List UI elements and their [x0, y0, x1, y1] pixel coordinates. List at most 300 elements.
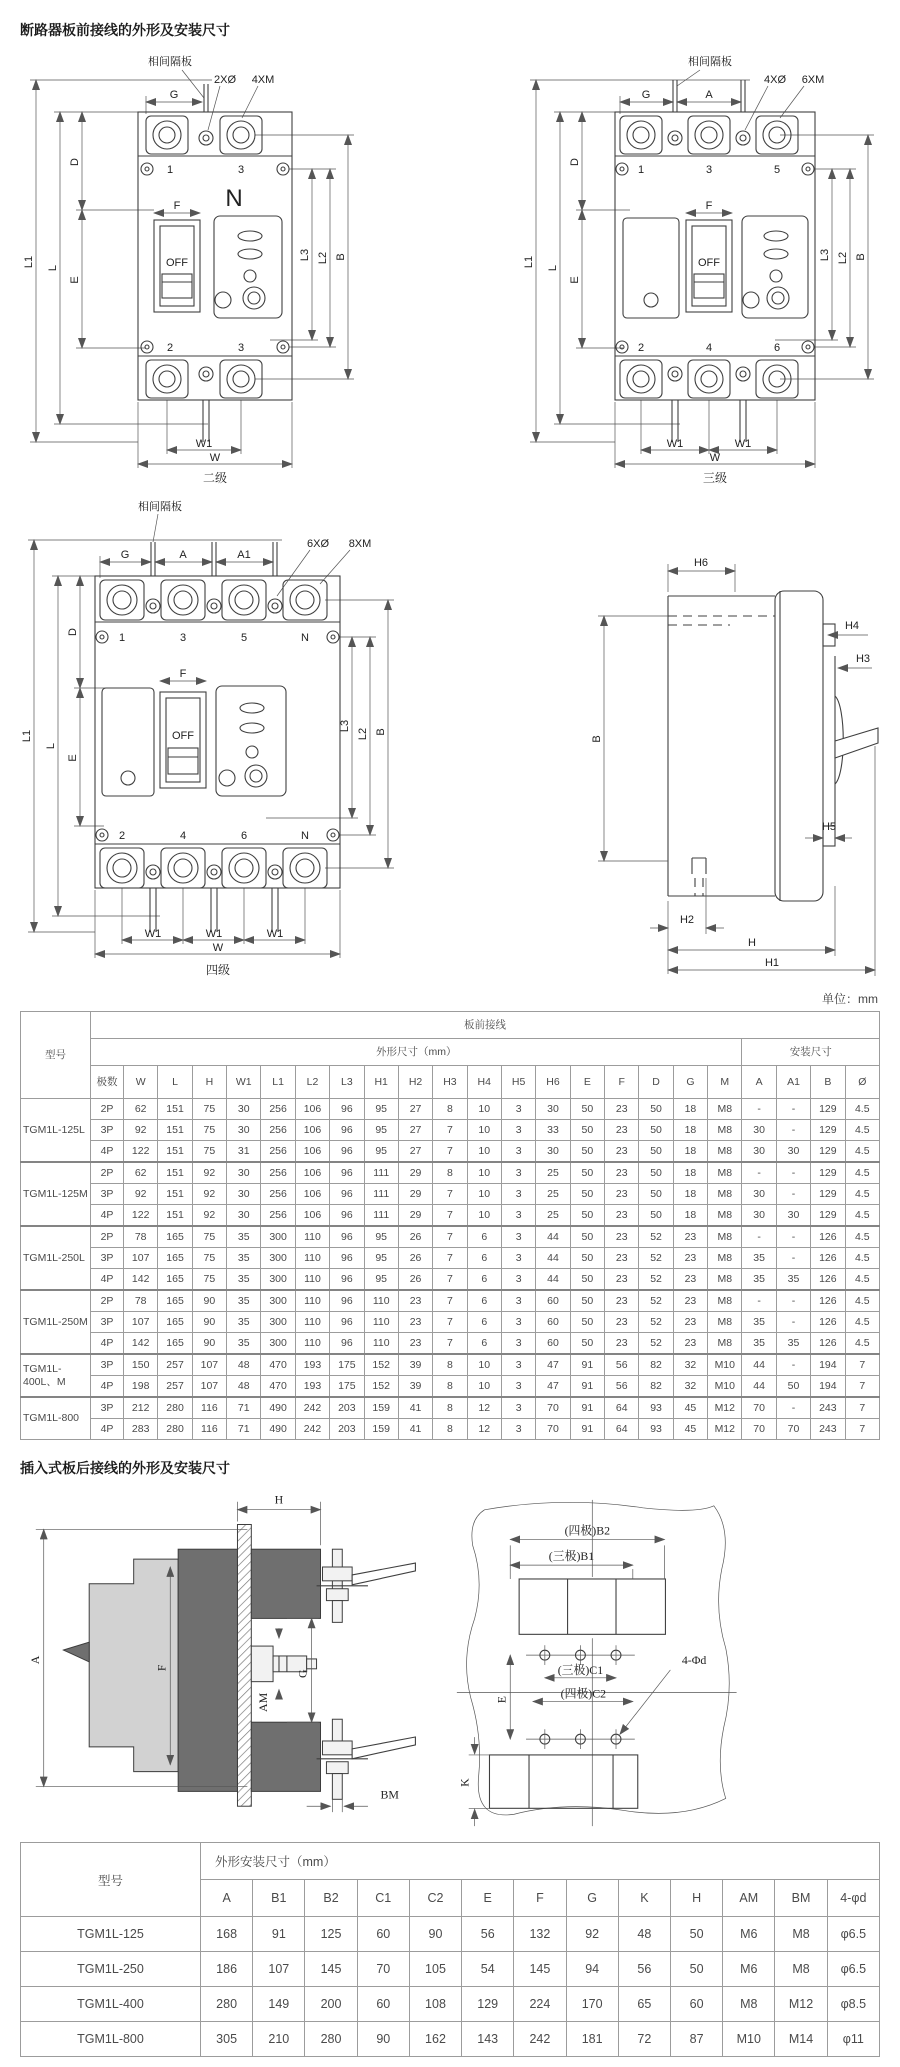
table-cell: 283 [124, 1419, 158, 1440]
table-cell: 8 [433, 1099, 467, 1120]
table-cell: 18 [673, 1141, 707, 1163]
table-cell: 256 [261, 1184, 295, 1205]
table-cell: 280 [158, 1419, 192, 1440]
breaker-front-4pole-drawing [20, 496, 395, 986]
table-cell: 10 [467, 1099, 501, 1120]
table-cell: 39 [398, 1354, 432, 1376]
table-cell: M14 [775, 2022, 827, 2057]
terminal-6: 6 [773, 342, 781, 354]
table-cell: 142 [124, 1269, 158, 1291]
table-cell: 165 [158, 1290, 192, 1312]
table-cell: φ11 [827, 2022, 879, 2057]
section1-title: 断路器板前接线的外形及安装尺寸 [20, 22, 230, 38]
partition-label: 相间隔板 [138, 501, 182, 513]
table-cell: 193 [295, 1376, 329, 1398]
table-cell: 50 [639, 1141, 673, 1163]
table-cell: M8 [775, 1917, 827, 1952]
column-header: W [124, 1066, 158, 1099]
table-cell: 300 [261, 1226, 295, 1248]
table-cell: 23 [605, 1312, 639, 1333]
table-cell: 29 [398, 1205, 432, 1227]
table-cell: M8 [708, 1099, 742, 1120]
table-row [21, 1376, 880, 1398]
table-cell: 56 [605, 1354, 639, 1376]
table-cell: 50 [639, 1099, 673, 1120]
breaker-body [138, 84, 292, 442]
model-cell: TGM1L-400L、M [21, 1354, 91, 1397]
table-cell: 35 [742, 1248, 776, 1269]
table-cell: 126 [811, 1226, 845, 1248]
table-cell: 23 [673, 1226, 707, 1248]
breaker-body [95, 542, 340, 932]
table-header-row [21, 1843, 880, 1880]
table-cell: 60 [536, 1290, 570, 1312]
table-cell: 110 [295, 1226, 329, 1248]
table-cell: 7 [433, 1248, 467, 1269]
table-cell: 7 [845, 1376, 879, 1398]
table-cell: 3 [501, 1397, 535, 1419]
table-cell: 129 [462, 1987, 514, 2022]
dim-g: G [120, 549, 130, 561]
caption-3pole: 三级 [702, 471, 728, 485]
table-cell: 6 [467, 1269, 501, 1291]
table-cell: 44 [742, 1376, 776, 1398]
table-cell: 6 [467, 1333, 501, 1355]
table-cell: 256 [261, 1120, 295, 1141]
table-cell: 3 [501, 1419, 535, 1440]
table-cell: 256 [261, 1162, 295, 1184]
dim-l: L [47, 264, 59, 272]
dim-g: G [169, 89, 179, 101]
table-cell: - [776, 1248, 810, 1269]
table-cell: 27 [398, 1120, 432, 1141]
table-cell: 8 [433, 1376, 467, 1398]
table-row [21, 1162, 880, 1184]
table-cell: 4.5 [845, 1290, 879, 1312]
table-cell: 47 [536, 1354, 570, 1376]
table-cell: M10 [708, 1376, 742, 1398]
table-cell: 95 [364, 1269, 398, 1291]
table-cell: 106 [295, 1184, 329, 1205]
table-cell: 87 [670, 2022, 722, 2057]
table-cell: 18 [673, 1162, 707, 1184]
table-cell: M8 [723, 1987, 775, 2022]
table-cell: φ6.5 [827, 1952, 879, 1987]
table-cell: M12 [775, 1987, 827, 2022]
table-cell: 52 [639, 1312, 673, 1333]
table-cell: 193 [295, 1354, 329, 1376]
front-wiring-drawings-row1 [20, 50, 880, 490]
table-cell: 18 [673, 1120, 707, 1141]
table-cell: 3 [501, 1162, 535, 1184]
table-cell: 44 [536, 1269, 570, 1291]
table-cell: - [776, 1397, 810, 1419]
dim-f: F [705, 200, 713, 212]
table-cell: 151 [158, 1205, 192, 1227]
table-row [21, 1312, 880, 1333]
column-header: B1 [253, 1880, 305, 1917]
table-cell: 3 [501, 1099, 535, 1120]
table-cell: 52 [639, 1269, 673, 1291]
terminal-n: N [301, 632, 309, 644]
terminal-1: 1 [118, 632, 126, 644]
table-cell: - [776, 1312, 810, 1333]
table-cell: 129 [811, 1141, 845, 1163]
table-cell: 75 [192, 1120, 226, 1141]
table-cell: 7 [433, 1333, 467, 1355]
table-cell: 224 [514, 1987, 566, 2022]
dim-c2: (四极)C2 [560, 1686, 607, 1701]
table-row [21, 2022, 880, 2057]
table-cell: 50 [639, 1184, 673, 1205]
caption-4pole: 四级 [205, 963, 231, 977]
table-cell: 143 [462, 2022, 514, 2057]
column-header: 4-φd [827, 1880, 879, 1917]
table-cell: 35 [742, 1312, 776, 1333]
column-header: H6 [536, 1066, 570, 1099]
table-cell: 3 [501, 1333, 535, 1355]
table-cell: 27 [398, 1141, 432, 1163]
caption-2pole: 二级 [202, 471, 228, 485]
table-cell: 60 [536, 1333, 570, 1355]
table-cell: 82 [639, 1354, 673, 1376]
dim-l: L [45, 742, 57, 750]
table-cell: 3P [91, 1184, 124, 1205]
table-cell: 151 [158, 1184, 192, 1205]
column-header: H4 [467, 1066, 501, 1099]
table-cell: 129 [811, 1099, 845, 1120]
table-cell: 50 [639, 1162, 673, 1184]
dimension-lines [30, 70, 354, 468]
table-cell: 56 [462, 1917, 514, 1952]
table-cell: 4P [91, 1333, 124, 1355]
column-header: K [618, 1880, 670, 1917]
table-cell: 151 [158, 1120, 192, 1141]
table-cell: 50 [639, 1120, 673, 1141]
column-header: C1 [357, 1880, 409, 1917]
table-cell: 23 [398, 1333, 432, 1355]
dim-w1b: W1 [205, 928, 223, 940]
table-cell: 70 [357, 1952, 409, 1987]
table-cell: 4.5 [845, 1205, 879, 1227]
column-header: L2 [295, 1066, 329, 1099]
table-cell: 165 [158, 1269, 192, 1291]
table-cell: 200 [305, 1987, 357, 2022]
partition-label: 相间隔板 [688, 56, 732, 68]
table-cell: 106 [295, 1205, 329, 1227]
table-cell: 116 [192, 1419, 226, 1440]
table-cell: 129 [811, 1205, 845, 1227]
table-cell: 92 [124, 1184, 158, 1205]
table-cell: 95 [364, 1099, 398, 1120]
table-cell: 107 [124, 1312, 158, 1333]
table-cell: 12 [467, 1419, 501, 1440]
dim-g: G [641, 89, 651, 101]
table-cell: 165 [158, 1312, 192, 1333]
dim-g: G [295, 1669, 310, 1679]
table-cell: 23 [673, 1333, 707, 1355]
table-cell: 7 [433, 1290, 467, 1312]
table-cell: 129 [811, 1162, 845, 1184]
table-cell: 110 [295, 1269, 329, 1291]
table-cell: 50 [570, 1248, 604, 1269]
table-cell: 50 [570, 1120, 604, 1141]
table-row [21, 1397, 880, 1419]
table-cell: 70 [776, 1419, 810, 1440]
side-profile [668, 591, 878, 901]
column-header: H5 [501, 1066, 535, 1099]
table-cell: 10 [467, 1376, 501, 1398]
dim-b: B [591, 735, 603, 743]
table-cell: 110 [364, 1312, 398, 1333]
table-cell: 3 [501, 1120, 535, 1141]
terminal-4: 4 [705, 342, 713, 354]
table-cell: 70 [536, 1419, 570, 1440]
table-cell: 96 [330, 1205, 364, 1227]
table-cell: 41 [398, 1397, 432, 1419]
table-cell: 93 [639, 1397, 673, 1419]
table-cell: 194 [811, 1354, 845, 1376]
table-row [21, 1120, 880, 1141]
table-cell: M6 [723, 1917, 775, 1952]
table-cell: 35 [227, 1290, 261, 1312]
table-cell: 50 [639, 1205, 673, 1227]
table-cell: 96 [330, 1184, 364, 1205]
table-cell: 10 [467, 1162, 501, 1184]
off-mark: OFF [166, 257, 188, 269]
table-cell: - [776, 1290, 810, 1312]
table-row [21, 1290, 880, 1312]
table-cell: 3 [501, 1248, 535, 1269]
dim-c1: (三极)C1 [557, 1662, 604, 1677]
table-cell: 106 [295, 1099, 329, 1120]
table-cell: 62 [124, 1162, 158, 1184]
breaker-and-panel [63, 1524, 415, 1806]
dimension-lines [530, 70, 874, 468]
table-row [21, 1184, 880, 1205]
screws-label: 6XM [801, 74, 825, 86]
table-cell: 129 [811, 1184, 845, 1205]
table-cell: 90 [357, 2022, 409, 2057]
table-cell: 12 [467, 1397, 501, 1419]
table-cell: 470 [261, 1354, 295, 1376]
table-cell: 23 [673, 1312, 707, 1333]
table-cell: 50 [570, 1226, 604, 1248]
table-cell: 111 [364, 1162, 398, 1184]
table-cell: 107 [253, 1952, 305, 1987]
table-row [21, 1099, 880, 1120]
dim-w: W [212, 942, 224, 954]
table-cell: 7 [433, 1120, 467, 1141]
table-cell: 35 [742, 1269, 776, 1291]
table-cell: 129 [811, 1120, 845, 1141]
table-cell: 4P [91, 1205, 124, 1227]
dim-b1: (三极)B1 [548, 1549, 595, 1564]
table-cell: 243 [811, 1419, 845, 1440]
table-cell: 10 [467, 1205, 501, 1227]
table-cell: 32 [673, 1376, 707, 1398]
model-cell: TGM1L-250M [21, 1290, 91, 1354]
table-cell: M10 [708, 1354, 742, 1376]
dim-h6: H6 [693, 557, 709, 569]
table-cell: 23 [673, 1290, 707, 1312]
table-cell: 95 [364, 1120, 398, 1141]
table-cell: M8 [708, 1312, 742, 1333]
table-cell: 4P [91, 1419, 124, 1440]
table-cell: 280 [158, 1397, 192, 1419]
table-cell: 3P [91, 1248, 124, 1269]
dim-w1: W1 [195, 438, 213, 450]
table-cell: 93 [639, 1419, 673, 1440]
column-header: E [462, 1880, 514, 1917]
terminal-4: 4 [179, 830, 187, 842]
table-cell: 23 [605, 1162, 639, 1184]
terminal-3: 3 [237, 164, 245, 176]
dim-h: H [748, 937, 756, 949]
column-header: BM [775, 1880, 827, 1917]
model-cell: TGM1L-125M [21, 1162, 91, 1226]
table-cell: 106 [295, 1162, 329, 1184]
table-cell: 152 [364, 1376, 398, 1398]
dim-w1c: W1 [266, 928, 284, 940]
table-cell: 96 [330, 1162, 364, 1184]
dim-w1: W1 [666, 438, 684, 450]
holes-label: 4XØ [763, 74, 787, 86]
table-cell: 3 [501, 1184, 535, 1205]
column-header: B2 [305, 1880, 357, 1917]
dim-h4: H4 [844, 620, 860, 632]
table-cell: 23 [398, 1290, 432, 1312]
table-cell: 23 [605, 1184, 639, 1205]
table-cell: 4.5 [845, 1120, 879, 1141]
table-cell: 3 [501, 1205, 535, 1227]
column-header: 极数 [91, 1066, 124, 1099]
table-cell: M12 [708, 1419, 742, 1440]
table-cell: 23 [605, 1141, 639, 1163]
table-cell: 25 [536, 1162, 570, 1184]
table-cell: 4P [91, 1376, 124, 1398]
table-cell: 65 [618, 1987, 670, 2022]
table-cell: 142 [124, 1333, 158, 1355]
table-cell: - [742, 1162, 776, 1184]
unit-label: 单位：mm [822, 992, 878, 1006]
table-cell: 50 [570, 1141, 604, 1163]
table-cell: 300 [261, 1312, 295, 1333]
table-cell: 7 [433, 1269, 467, 1291]
table-cell: 35 [742, 1333, 776, 1355]
table-cell: 96 [330, 1269, 364, 1291]
table-row [21, 1952, 880, 1987]
table-row [21, 1419, 880, 1440]
table-cell: 95 [364, 1248, 398, 1269]
terminal-3: 3 [705, 164, 713, 176]
front-wiring-dimension-table [20, 1011, 880, 1440]
model-cell: TGM1L-250 [21, 1952, 201, 1987]
dim-f: F [179, 668, 187, 680]
table-cell: 82 [639, 1376, 673, 1398]
table-cell: 170 [566, 1987, 618, 2022]
column-header: C2 [409, 1880, 461, 1917]
table-cell: 7 [845, 1419, 879, 1440]
table-cell: 60 [536, 1312, 570, 1333]
column-header: H [192, 1066, 226, 1099]
neutral-mark: N [225, 185, 243, 212]
table-cell: 107 [192, 1354, 226, 1376]
table-cell: 90 [192, 1312, 226, 1333]
table-cell: 242 [295, 1397, 329, 1419]
table-cell: 257 [158, 1376, 192, 1398]
table-cell: 116 [192, 1397, 226, 1419]
table-cell: 107 [124, 1248, 158, 1269]
terminal-2: 2 [637, 342, 645, 354]
dim-e: E [494, 1695, 509, 1704]
table-cell: 243 [811, 1397, 845, 1419]
table-header-row [21, 1012, 880, 1039]
table-cell: 92 [124, 1120, 158, 1141]
dim-a: A [27, 1655, 42, 1665]
table-cell: 60 [670, 1987, 722, 2022]
table-cell: 48 [227, 1376, 261, 1398]
table-cell: 71 [227, 1419, 261, 1440]
breaker-front-2pole-drawing [20, 50, 355, 490]
terminal-3: 3 [179, 632, 187, 644]
table-cell: 23 [605, 1269, 639, 1291]
table-cell: 26 [398, 1269, 432, 1291]
terminal-3b: 3 [237, 342, 245, 354]
table-cell: 203 [330, 1397, 364, 1419]
table-cell: 3 [501, 1354, 535, 1376]
table-cell: 300 [261, 1269, 295, 1291]
table-row [21, 1333, 880, 1355]
table-cell: 256 [261, 1141, 295, 1163]
table-cell: 4.5 [845, 1226, 879, 1248]
table-cell: 96 [330, 1248, 364, 1269]
shape-dims-header: 外形尺寸（mm） [91, 1039, 742, 1066]
column-header: AM [723, 1880, 775, 1917]
table-cell: 126 [811, 1290, 845, 1312]
table-cell: 126 [811, 1312, 845, 1333]
model-cell: TGM1L-250L [21, 1226, 91, 1290]
table-cell: M12 [708, 1397, 742, 1419]
model-cell: TGM1L-400 [21, 1987, 201, 2022]
table-cell: 7 [845, 1354, 879, 1376]
dim-l1: L1 [23, 255, 35, 269]
table-cell: 50 [570, 1290, 604, 1312]
table-cell: 30 [227, 1099, 261, 1120]
table-cell: 490 [261, 1419, 295, 1440]
table-cell: 7 [845, 1397, 879, 1419]
table-cell: 45 [673, 1419, 707, 1440]
table-cell: 96 [330, 1226, 364, 1248]
table-cell: 90 [192, 1333, 226, 1355]
table-cell: 50 [776, 1376, 810, 1398]
table-cell: 96 [330, 1290, 364, 1312]
table-cell: 111 [364, 1184, 398, 1205]
dim-f: F [173, 200, 181, 212]
table-cell: 72 [618, 2022, 670, 2057]
column-header: Ø [845, 1066, 879, 1099]
table-cell: 50 [570, 1184, 604, 1205]
table-cell: 10 [467, 1184, 501, 1205]
table-cell: 4.5 [845, 1141, 879, 1163]
front-wiring-header: 板前接线 [91, 1012, 880, 1039]
table-cell: 35 [776, 1333, 810, 1355]
table-cell: 52 [639, 1248, 673, 1269]
table-cell: 186 [201, 1952, 253, 1987]
column-header: L1 [261, 1066, 295, 1099]
table-cell: 91 [570, 1397, 604, 1419]
dim-b: B [335, 253, 347, 261]
